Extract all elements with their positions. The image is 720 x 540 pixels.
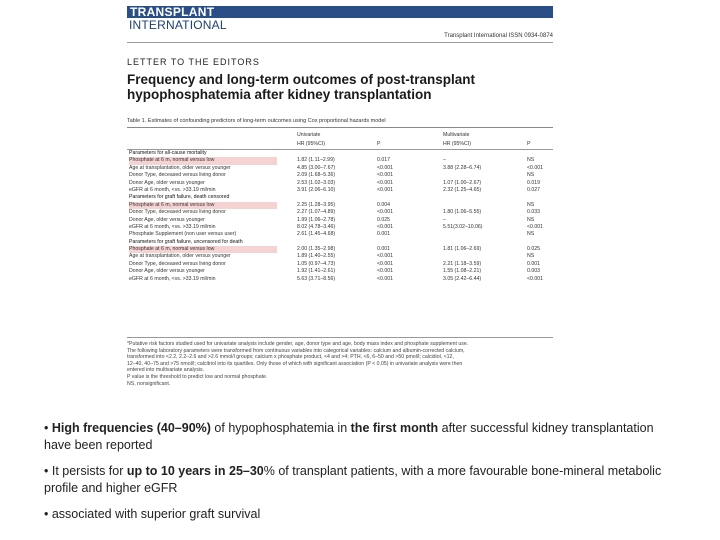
footnote-line: P value is the threshold to predict low and normal phosphate. [127, 373, 268, 380]
table-row [127, 268, 553, 275]
bullet-graft-survival [44, 506, 684, 523]
cell-p-univariate: <0.001 [377, 186, 394, 193]
table-row [127, 157, 553, 164]
bullet-1-text: of hypophosphatemia in [210, 421, 351, 435]
cell-hr-multivariate: – [443, 157, 446, 164]
bullet-2-prefix: • It persists for [44, 464, 127, 478]
cell-hr-multivariate: 3.88 (2.28–6.74) [443, 164, 482, 171]
cell-p-univariate: 0.017 [377, 157, 390, 164]
table-row [127, 217, 553, 224]
cell-hr-univariate: 5.63 (3.71–8.56) [297, 275, 336, 282]
cell-p-univariate: 0.025 [377, 216, 390, 223]
cell-p-univariate: 0.001 [377, 246, 390, 253]
logo-line-1: TRANSPLANT [130, 5, 215, 19]
table-section-row [127, 239, 553, 246]
journal-logo [127, 6, 553, 30]
cell-p-univariate: <0.001 [377, 164, 394, 171]
cell-parameter: Parameters for graft failure, uncensored for death [129, 238, 243, 245]
cell-p-multivariate: NS [527, 253, 535, 260]
cell-p-multivariate: 0.033 [527, 209, 540, 216]
cell-hr-univariate: 4.85 (3.00–7.67) [297, 164, 336, 171]
cell-hr-univariate: 2.00 (1.35–2.98) [297, 246, 336, 253]
cell-parameter: Donor Age, older versus younger [129, 179, 205, 186]
cell-hr-multivariate: 1.80 (1.06–5.55) [443, 209, 482, 216]
cell-hr-univariate: 1.82 (1.11–2.99) [297, 157, 335, 164]
cell-parameter: eGFR at 6 month, <vs. >33.19 ml/min [129, 186, 216, 193]
cell-p-multivariate: <0.001 [527, 164, 544, 171]
cell-p-univariate: <0.001 [377, 253, 394, 260]
cell-parameter: Parameters for all-cause mortality [129, 150, 207, 156]
cell-parameter: Phosphate Supplement (non user versus user) [129, 231, 237, 238]
cell-parameter: Age at transplantation, older versus younger [129, 253, 231, 260]
cell-parameter: Donor Age, older versus younger [129, 216, 205, 223]
cell-p-multivariate: 0.003 [527, 268, 540, 275]
cell-p-multivariate: NS [527, 201, 535, 208]
table-row [127, 187, 553, 194]
cell-p-multivariate: NS [527, 172, 535, 179]
table-row [127, 253, 553, 260]
bullet-1-text-2: after successful kidney transplantation have been reported [44, 421, 654, 452]
article-page-image [125, 0, 553, 415]
cell-hr-univariate: 8.02 (4.78–3.46) [297, 223, 336, 230]
bullet-1-prefix: • [44, 421, 52, 435]
table-row [127, 180, 553, 187]
results-table [127, 131, 553, 283]
table-row [127, 224, 553, 231]
cell-hr-univariate: 1.05 (0.97–4.73) [297, 260, 336, 267]
cell-hr-multivariate: 1.55 (1.08–2.21) [443, 268, 482, 275]
table-header [127, 131, 553, 150]
cell-parameter: Phosphate at 6 m, normal versus low [129, 157, 277, 164]
cell-p-univariate: <0.001 [377, 172, 394, 179]
cell-p-multivariate: NS [527, 231, 535, 238]
cell-p-univariate: 0.004 [377, 201, 390, 208]
table-row [127, 202, 553, 209]
cell-hr-multivariate: – [443, 216, 446, 223]
table-row [127, 165, 553, 172]
cell-hr-multivariate: 5.51(3.02–10.06) [443, 223, 483, 230]
cell-p-multivariate: 0.001 [527, 260, 540, 267]
section-label: LETTER TO THE EDITORS [127, 57, 260, 67]
table-row [127, 209, 553, 216]
col-p-univariate: P [377, 141, 381, 147]
cell-hr-univariate: 3.91 (2.06–6.10) [297, 186, 336, 193]
cell-p-multivariate: <0.001 [527, 275, 544, 282]
table-row [127, 172, 553, 179]
cell-p-multivariate: <0.001 [527, 223, 544, 230]
logo-line-2: INTERNATIONAL [129, 18, 227, 32]
table-row [127, 231, 553, 238]
cell-p-univariate: <0.001 [377, 275, 394, 282]
footnote-line: The following laboratory parameters were transformed from continuous variables into categorical variables: calcium and albumin-corrected calcium, [127, 347, 465, 354]
cell-parameter: eGFR at 6 month, <vs. >33.19 ml/min [129, 275, 216, 282]
cell-parameter: Parameters for graft failure, death censored [129, 194, 230, 201]
cell-p-multivariate: 0.027 [527, 186, 540, 193]
table-row [127, 261, 553, 268]
footnote-line: *Putative risk factors studied used for univariate analysis include gender, age, donor type and age, body mass index and phosphate supplement use. [127, 341, 469, 347]
cell-parameter: eGFR at 6 month, <vs. >33.19 ml/min [129, 223, 216, 230]
cell-p-univariate: <0.001 [377, 260, 394, 267]
cell-hr-multivariate: 2.21 (1.18–3.59) [443, 260, 482, 267]
table-section-row [127, 194, 553, 201]
cell-parameter: Donor Type, deceased versus living donor [129, 209, 226, 216]
header-rule [127, 42, 553, 43]
cell-parameter: Phosphate at 6 m, normal versus low [129, 202, 277, 209]
cell-hr-univariate: 1.99 (1.06–2.78) [297, 216, 336, 223]
cell-p-univariate: <0.001 [377, 223, 394, 230]
table-row [127, 276, 553, 283]
footnote-line: NS, nonsignificant. [127, 380, 171, 387]
bullet-2-bold: up to 10 years in 25–30 [126, 464, 264, 478]
group-univariate: Univariate [297, 132, 321, 138]
table-section-row [127, 150, 553, 157]
col-hr-univariate: HR (95%CI) [297, 141, 325, 147]
footnote-line: entered into multivariate analysis. [127, 367, 204, 374]
cell-p-univariate: 0.001 [377, 231, 390, 238]
table-row [127, 246, 553, 253]
journal-issn: Transplant International ISSN 0934-0874 [444, 33, 553, 39]
footnote-line: transformed into <2.2, 2.2–2.6 and >2.6 mmol/l groups; calcium x phosphate product, <4 and >4; PTH, <6, 6–50 and >50 pmol/l; calcidiol, <12, [127, 354, 454, 361]
footnote-line: 12–40, 40–75 and >75 nmol/l; calcitriol into its quartiles. Only those of which with significant association (P < 0.05) in univariate analysis were then [127, 360, 463, 367]
table-body [127, 150, 553, 283]
cell-p-univariate: <0.001 [377, 179, 394, 186]
table-caption: Table 1. Estimates of confounding predictors of long-term outcomes using Cox proportional hazards model [127, 118, 553, 128]
cell-parameter: Donor Type, deceased versus living donor [129, 172, 226, 179]
cell-p-multivariate: NS [527, 157, 535, 164]
cell-hr-univariate: 2.25 (1.28–3.95) [297, 201, 336, 208]
cell-hr-univariate: 2.61 (1.45–4.68) [297, 231, 336, 238]
bullet-persistence [44, 463, 684, 497]
cell-hr-multivariate: 1.81 (1.06–2.69) [443, 246, 482, 253]
cell-hr-univariate: 2.27 (1.07–4.89) [297, 209, 336, 216]
cell-p-multivariate: 0.025 [527, 246, 540, 253]
cell-parameter: Donor Age, older versus younger [129, 268, 205, 275]
table-footnotes [127, 337, 553, 387]
cell-parameter: Phosphate at 6 m, normal versus low [129, 246, 277, 253]
cell-p-multivariate: NS [527, 216, 535, 223]
cell-hr-multivariate: 2.32 (1.25–4.65) [443, 186, 482, 193]
cell-hr-multivariate: 3.05 (2.42–6.44) [443, 275, 482, 282]
col-p-multivariate: P [527, 141, 531, 147]
cell-p-univariate: <0.001 [377, 268, 394, 275]
cell-hr-univariate: 2.09 (1.68–5.36) [297, 172, 336, 179]
cell-p-multivariate: 0.019 [527, 179, 540, 186]
cell-hr-univariate: 2.53 (1.02–3.03) [297, 179, 336, 186]
bullet-1-bold-2: the first month [350, 421, 439, 435]
cell-p-univariate: <0.001 [377, 209, 394, 216]
cell-parameter: Age at transplantation, older versus younger [129, 164, 231, 171]
cell-hr-univariate: 1.89 (1.40–2.55) [297, 253, 336, 260]
bullet-2-text: % of transplant patients, with a more favourable bone-mineral metabolic profile and higher eGFR [44, 464, 662, 495]
bullet-3-text: • associated with superior graft survival [44, 507, 261, 521]
article-title: Frequency and long-term outcomes of post-transplant hypophosphatemia after kidney transplantation [127, 72, 476, 102]
bullet-1-bold: High frequencies (40–90%) [51, 421, 211, 435]
cell-hr-univariate: 1.92 (1.41–2.61) [297, 268, 336, 275]
col-hr-multivariate: HR (95%CI) [443, 141, 471, 147]
group-multivariate: Multivariate [443, 132, 470, 138]
cell-hr-multivariate: 1.07 (1.00–2.67) [443, 179, 482, 186]
bullet-frequency [44, 420, 684, 454]
cell-parameter: Donor Type, deceased versus living donor [129, 260, 226, 267]
